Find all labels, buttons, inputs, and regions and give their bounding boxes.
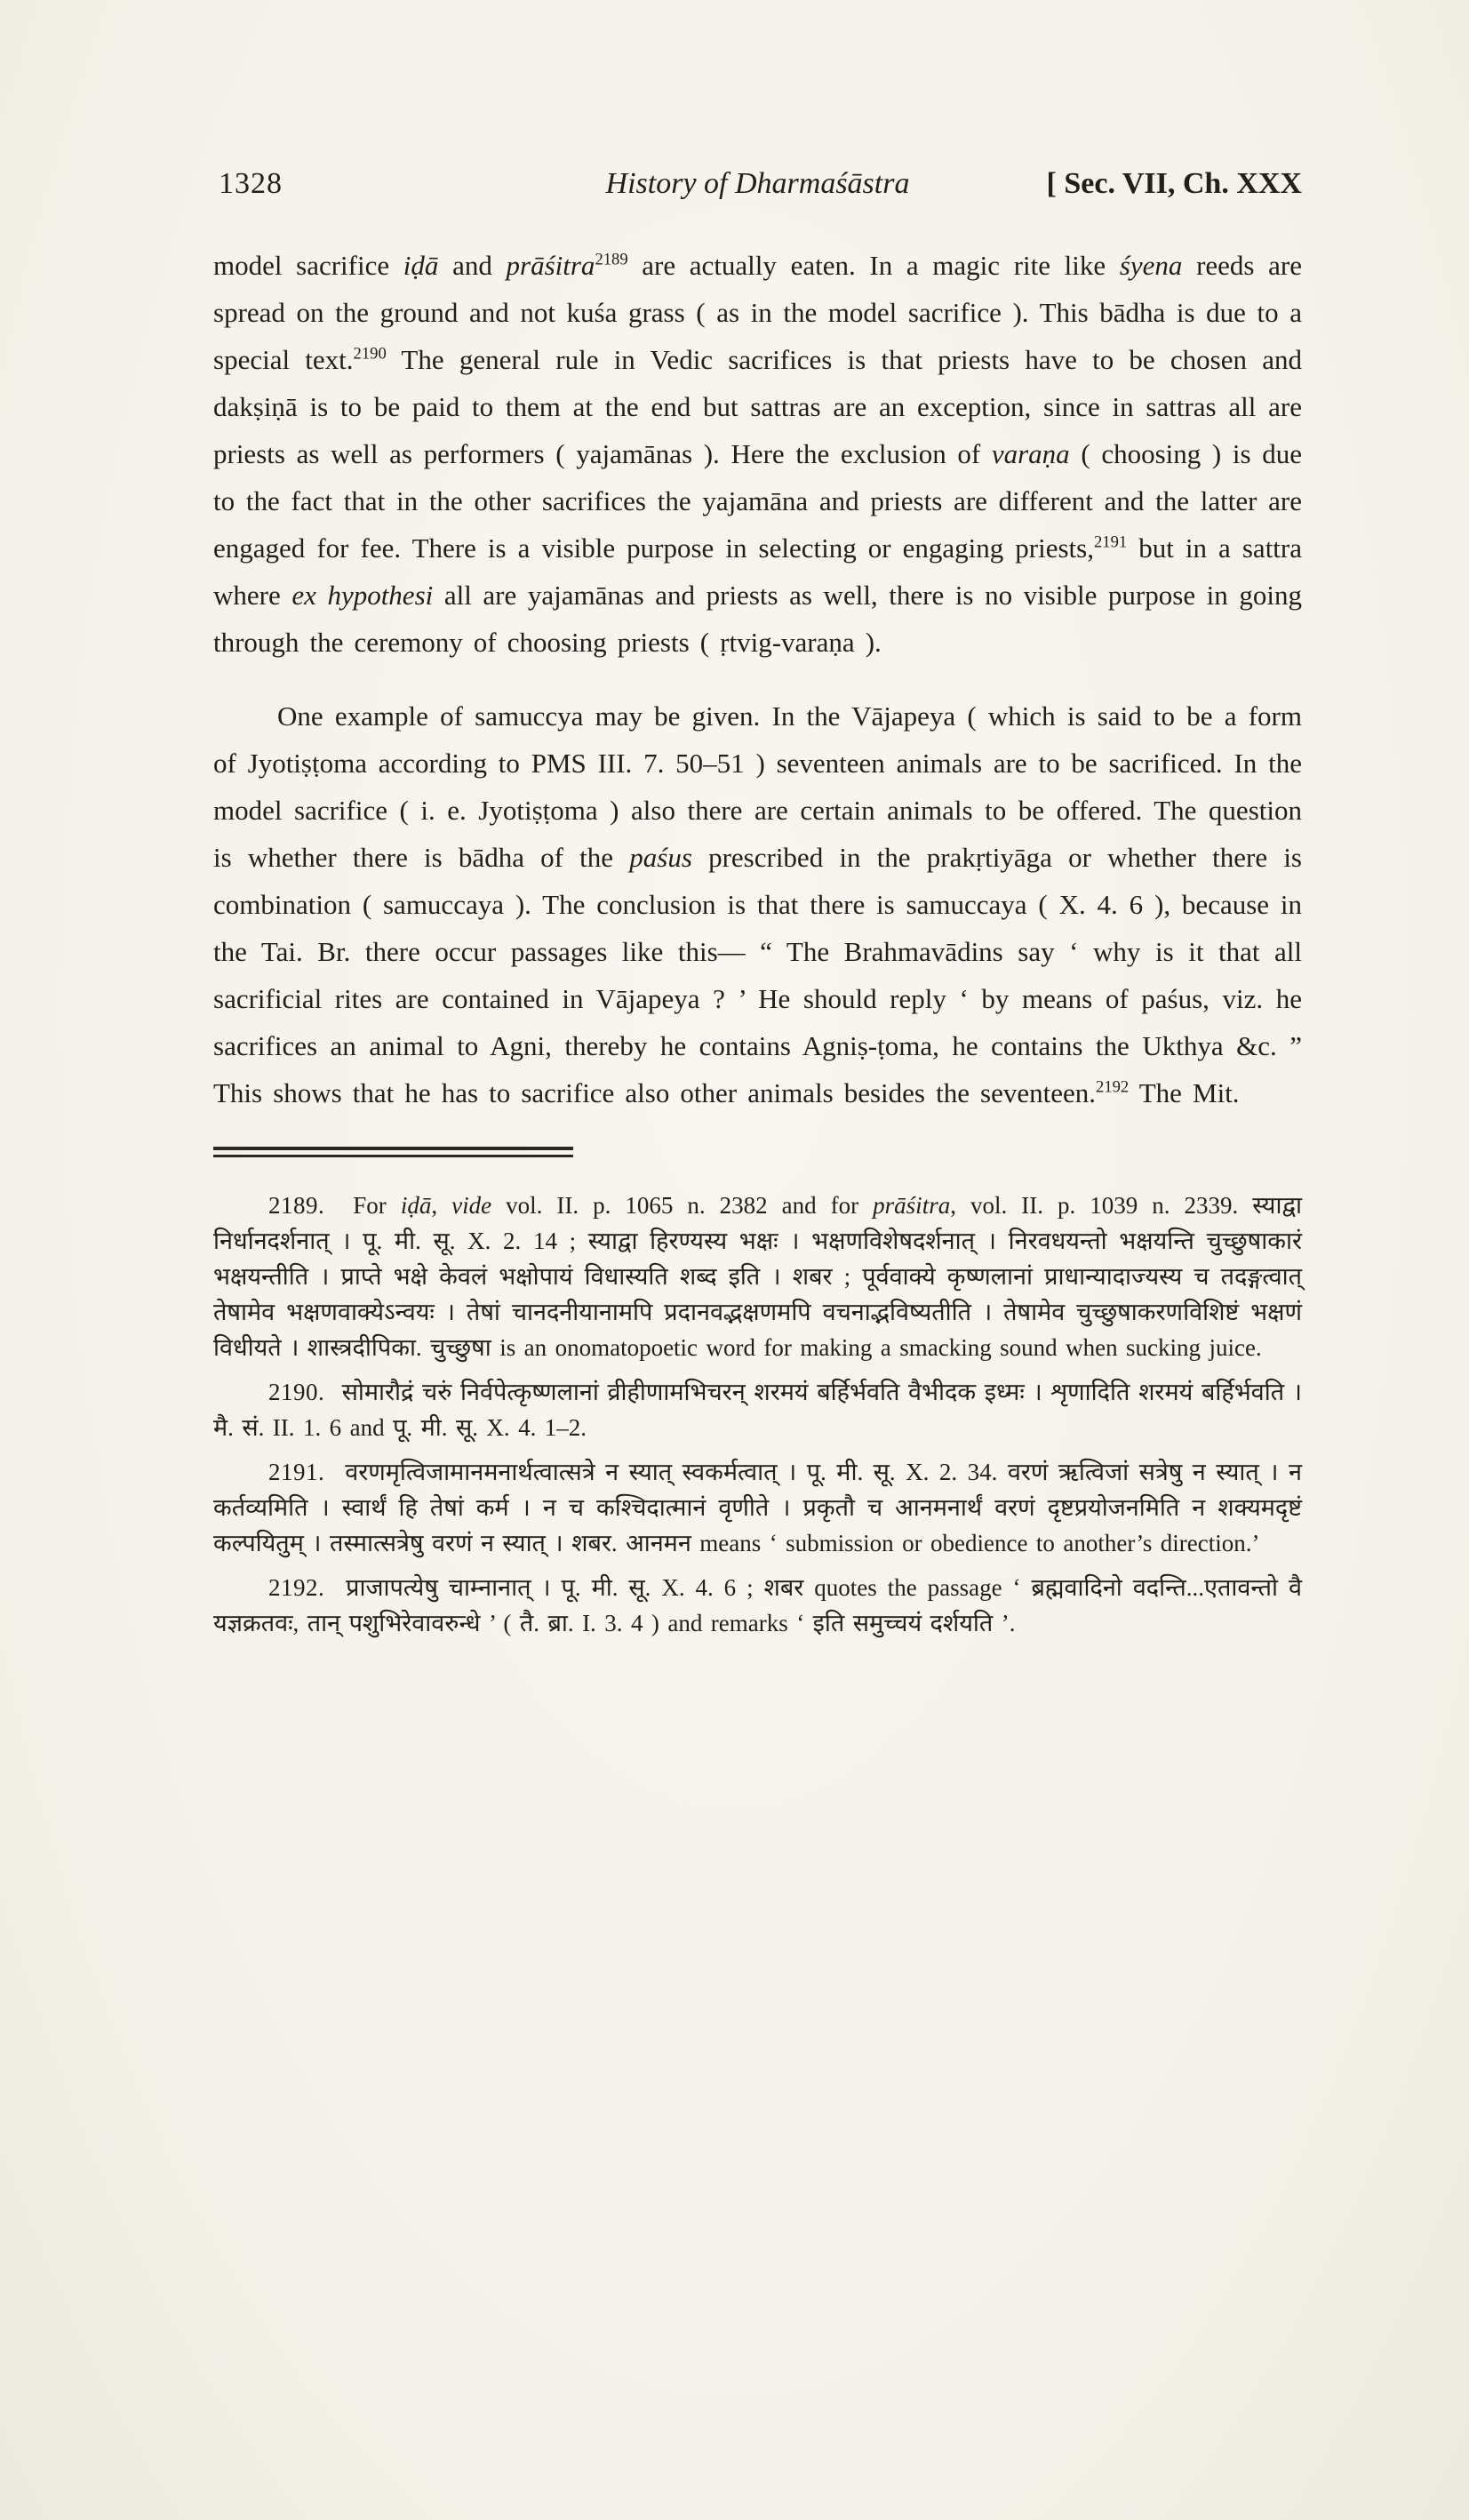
- page-number: 1328: [219, 167, 283, 200]
- footnote-number: 2190.: [268, 1379, 325, 1405]
- footnote-2192: [213, 1570, 1302, 1641]
- page-content: [213, 242, 1302, 1650]
- footnote-text: For iḍā, vide vol. II. p. 1065 n. 2382 and for prāśitra, vol. II. p. 1039 n. 2339. स्याद्वा निर्धानदर्शनात् । पू. मी. सू. X. 2. 14 ; स्याद्वा हिरण्यस्य भक्षः । भक्षणविशेषदर्शनात् । निरवधयन्तो भक्षयन्ति चुच्छुषाकारं भक्षयन्तीति । प्राप्ते भक्षे केवलं भक्षोपायं विधास्यति शब्द इति । शबर ; पूर्ववाक्ये कृष्णलानां प्राधान्यादाज्यस्य च तदङ्गत्वात् तेषामेव भक्षणवाक्येऽन्वयः । तेषां चानदनीयानामपि प्रदानवद्भक्षणमपि वचनाद्भविष्यतीति । तेषामेव चुच्छुषाकरणविशिष्टं भक्षणं विधीयते । शास्त्रदीपिका. चुच्छुषा is an onomatopoetic word for making a smacking sound when sucking juice.: [213, 1192, 1302, 1361]
- footnote-2189: [213, 1188, 1302, 1365]
- footnote-text: प्राजापत्येषु चाम्नानात् । पू. मी. सू. X. 4. 6 ; शबर quotes the passage ‘ ब्रह्मवादिनो वदन्ति...एतावन्तो वै यज्ञक्रतवः, तान् पशुभिरेवावरुन्धे ’ ( तै. ब्रा. I. 3. 4 ) and remarks ‘ इति समुच्चयं दर्शयति ’.: [213, 1574, 1302, 1636]
- book-title: History of Dharmaśāstra: [605, 167, 910, 200]
- footnotes-section: [213, 1188, 1302, 1641]
- footnote-2190: [213, 1374, 1302, 1445]
- footnote-number: 2189.: [268, 1192, 325, 1219]
- footnote-text: वरणमृत्विजामानमनार्थत्वात्सत्रे न स्यात् स्वकर्मत्वात् । पू. मी. सू. X. 2. 34. वरणं ऋत्विजां सत्रेषु न स्यात् । न कर्तव्यमिति । स्वार्थं हि तेषां कर्म । न च कश्चिदात्मानं वृणीते । प्रकृतौ च आनमनार्थं वरणं दृष्टप्रयोजनमिति न शक्यमदृष्टं कल्पयितुम् । तस्मात्सत्रेषु वरणं न स्यात् । शबर. आनमन means ‘ submission or obedience to another’s direction.’: [213, 1459, 1302, 1556]
- footnote-2191: [213, 1454, 1302, 1561]
- footnote-number: 2191.: [268, 1459, 325, 1485]
- footnote-text: सोमारौद्रं चरुं निर्वपेत्कृष्णलानां व्रीहीणामभिचरन् शरमयं बर्हिर्भवति वैभीदक इध्मः । शृणादिति शरमयं बर्हिर्भवति । मै. सं. II. 1. 6 and पू. मी. सू. X. 4. 1–2.: [213, 1379, 1302, 1441]
- body-paragraph-2: One example of samuccya may be given. In the Vājapeya ( which is said to be a form of Jyotiṣṭoma according to PMS III. 7. 50–51 ) seventeen animals are to be sacrificed. In the model sacrifice ( i. e. Jyotiṣṭoma ) also there are certain animals to be offered. The question is whether there is bādha of the paśus prescribed in the prakṛtiyāga or whether there is combination ( samuccaya ). The conclusion is that there is samuccaya ( X. 4. 6 ), because in the Tai. Br. there occur passages like this— “ The Brahmavādins say ‘ why is it that all sacrificial rites are contained in Vājapeya ? ’ He should reply ‘ by means of paśus, viz. he sacrifices an animal to Agni, thereby he contains Agniṣ-ṭoma, he contains the Ukthya &c. ” This shows that he has to sacrifice also other animals besides the seventeen.$^{2192}$ The Mit.: [213, 700, 1302, 1108]
- body-paragraph-1: model sacrifice iḍā and prāśitra$^{2189}$ are actually eaten. In a magic rite like śyena reeds are spread on the ground and not kuśa grass ( as in the model sacrifice ). This bādha is due to a special text.$^{2190}$ The general rule in Vedic sacrifices is that priests have to be chosen and dakṣiṇā is to be paid to them at the end but sattras are an exception, since in sattras all are priests as well as performers ( yajamānas ). Here the exclusion of varaṇa ( choosing ) is due to the fact that in the other sacrifices the yajamāna and priests are different and the latter are engaged for fee. There is a visible purpose in selecting or engaging priests,$^{2191}$ but in a sattra where ex hypothesi all are yajamānas and priests as well, there is no visible purpose in going through the ceremony of choosing priests ( ṛtvig-varaṇa ).: [213, 250, 1302, 658]
- footnote-number: 2192.: [268, 1574, 325, 1601]
- footnote-separator: [213, 1147, 573, 1157]
- page-header: [213, 167, 1302, 213]
- section-heading: [ Sec. VII, Ch. XXX: [1046, 167, 1302, 200]
